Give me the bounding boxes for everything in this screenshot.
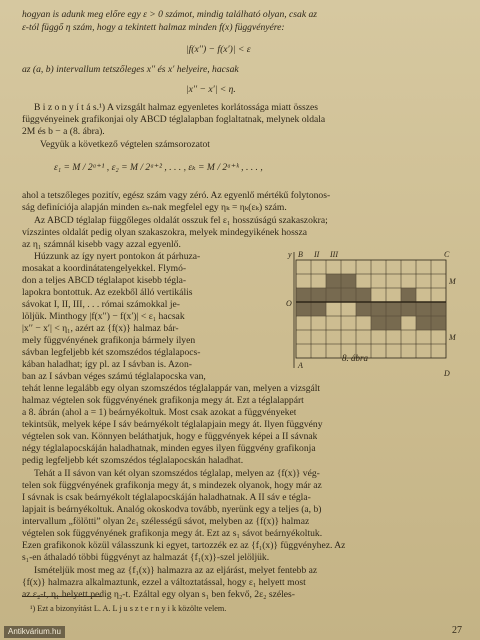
text-line: tehát lenne legalább egy olyan szomszédos téglalappár van, melyen a vizsgált [22, 383, 321, 394]
text-line: halmaz végtelen sok függvényének grafikonja megy át. Ezt a téglalappárt [22, 395, 304, 406]
text-line: végtelen sok van. Könnyen beláthatjuk, hogy e függvények képei a II sávnak [22, 431, 318, 442]
text-line: don a teljes ABCD téglalapot kisebb tégla- [22, 275, 187, 286]
text-line: Ismételjük most meg az {f₁(x)} halmazra az az eljárást, melyet fentebb az [34, 565, 318, 576]
text-line: B i z o n y í t á s.¹) A vizsgált halmaz egyenletes korlátossága miatt összes [34, 102, 318, 113]
text-line: löljük. Minthogy |f(x′′) − f(x′)| < ε₁ hacsak [22, 311, 185, 322]
text-line: Vegyük a következő végtelen számsorozatot [40, 139, 210, 150]
text-line: I sávnak is csak beárnyékolt téglalapocskáján haladhatnak. A II sáv e tégla- [22, 492, 311, 503]
footnote-rule [22, 596, 102, 597]
label-M: M [449, 277, 456, 286]
text-line: telen sok függvényének grafikonja megy át, s mindezek olyanok, hogy már az [22, 480, 322, 491]
text-line: kában haladhat; így pl. az I sávban is. Azon- [22, 359, 192, 370]
text-line: végtelen sok függvényének grafikonja megy át. Ezt az s₁ sávot beárnyékoltuk. [22, 528, 323, 539]
formula: |f(x′′) − f(x′)| < ε [186, 44, 251, 55]
text-line: Húzzunk az így nyert pontokon át párhuza- [34, 251, 201, 262]
text-line: ság definíciója alapján minden εₖ-nak megfelel egy ηₖ = ηₖ(εₖ) szám. [22, 202, 287, 213]
label-D: D [444, 369, 450, 378]
text-line: ε-tól függő η szám, hogy a tekintett halmaz minden f(x) függvényére: [22, 22, 285, 33]
text-line: s₁-en áthaladó többi függvényt az halmazát {f₁(x)}-szel jelöljük. [22, 552, 270, 563]
text-line: 2M és b − a (8. ábra). [22, 126, 105, 137]
formula: |x′′ − x′| < η. [186, 84, 236, 95]
text-line: mosakat a koordinátatengelyekkel. Flymó- [22, 263, 187, 274]
text-line: hogyan is adunk meg előre egy ε > 0 számot, mindig található olyan, csak az [22, 9, 318, 20]
footnote: ¹) Ezt a bizonyítást L. A. L j u s z t e r n y i k közölte velem. [30, 604, 227, 613]
text-line: |x′′ − x′| < η₁, azért az {f(x)} halmaz bár- [22, 323, 179, 334]
label-B: B [298, 250, 303, 259]
text-line: tekintsük, melyek képe I sáv beárnyékolt téglalapjain megy át. Ilyen függvény [22, 419, 323, 430]
label-II: II [314, 250, 320, 259]
text-line: függvényeinek grafikonjai oly ABCD téglalapban foglaltatnak, melynek oldala [22, 114, 326, 125]
label-O: O [286, 299, 292, 308]
label-III: III [330, 250, 338, 259]
figure-8-grid [286, 250, 460, 380]
text-line: sávban legfeljebb két szomszédos téglalapocs- [22, 347, 201, 358]
text-line: az ε₂-t, η₁ helyett pedig η₂-t. Ezáltal egy olyan s₁ ben fekvő, 2ε₂ széles- [22, 589, 295, 600]
text-line: ban az I sávban véges számú téglalapocska van, [22, 371, 206, 382]
text-line: a 8. ábrán (ahol a = 1) beárnyékoltuk. Most csak azokat a függvényeket [22, 407, 297, 418]
text-line: vízszintes oldalát pedig olyan szakaszokra, melyek mindegyikének hossza [22, 227, 308, 238]
text-line: Tehát a II sávon van két olyan szomszédos téglalap, melyen az {f(x)} vég- [34, 468, 320, 479]
text-line: lapokra bontottuk. Az ezekből álló vertikális [22, 287, 193, 298]
label-M2: M [449, 333, 456, 342]
text-line: az (a, b) intervallum tetszőleges x′′ és x′ helyeire, hacsak [22, 64, 239, 75]
label-y: y [288, 250, 292, 259]
text-line: ahol a tetszőleges pozitív, egész szám vagy zéró. Az egyenlő mértékű folytonos- [22, 190, 331, 201]
text-line: mely függvényének grafikonja bármely ilyen [22, 335, 196, 346]
text-line: négy téglalapocskáján haladhatnak, minden egyes ilyen függvény grafikonja [22, 443, 316, 454]
text-line: pedig legfeljebb két szomszédos téglalapocskán haladhat. [22, 455, 244, 466]
text-line: az η₁ számnál kisebb vagy azzal egyenlő. [22, 239, 181, 250]
text-line: Ezen grafikonok közül válasszunk ki egyet, tartozzék ez az {f₁(x)} függvényhez. Az [22, 540, 346, 551]
text-line: sávokat I, II, III, . . . római számokkal je- [22, 299, 180, 310]
label-C: C [444, 250, 450, 259]
page-number: 27 [452, 625, 462, 636]
text-line: lapjait is beárnyékoltuk. Analóg okoskodva tovább, nyerünk egy a teljes (a, b) [22, 504, 322, 515]
text-line: {f(x)} halmazra alkalmaztunk, ezzel a változtatással, hogy ε₁ helyett most [22, 577, 306, 588]
formula: ε₁ = M / 2ᵃ⁺¹ , ε₂ = M / 2ᵃ⁺² , . . . , εₖ = M / 2ᵃ⁺ᵏ , . . . , [54, 162, 263, 173]
text-line: Az ABCD téglalap függőleges oldalát osszuk fel ε₁ hosszúságú szakaszokra; [34, 215, 328, 226]
label-A: A [298, 361, 303, 370]
text-line: intervallum „fölötti” olyan 2ε₁ szélességű sávot, melyben az {f(x)} halmaz [22, 516, 310, 527]
figure-caption: 8. ábra [342, 353, 369, 363]
watermark: Antikvárium.hu [4, 626, 65, 638]
